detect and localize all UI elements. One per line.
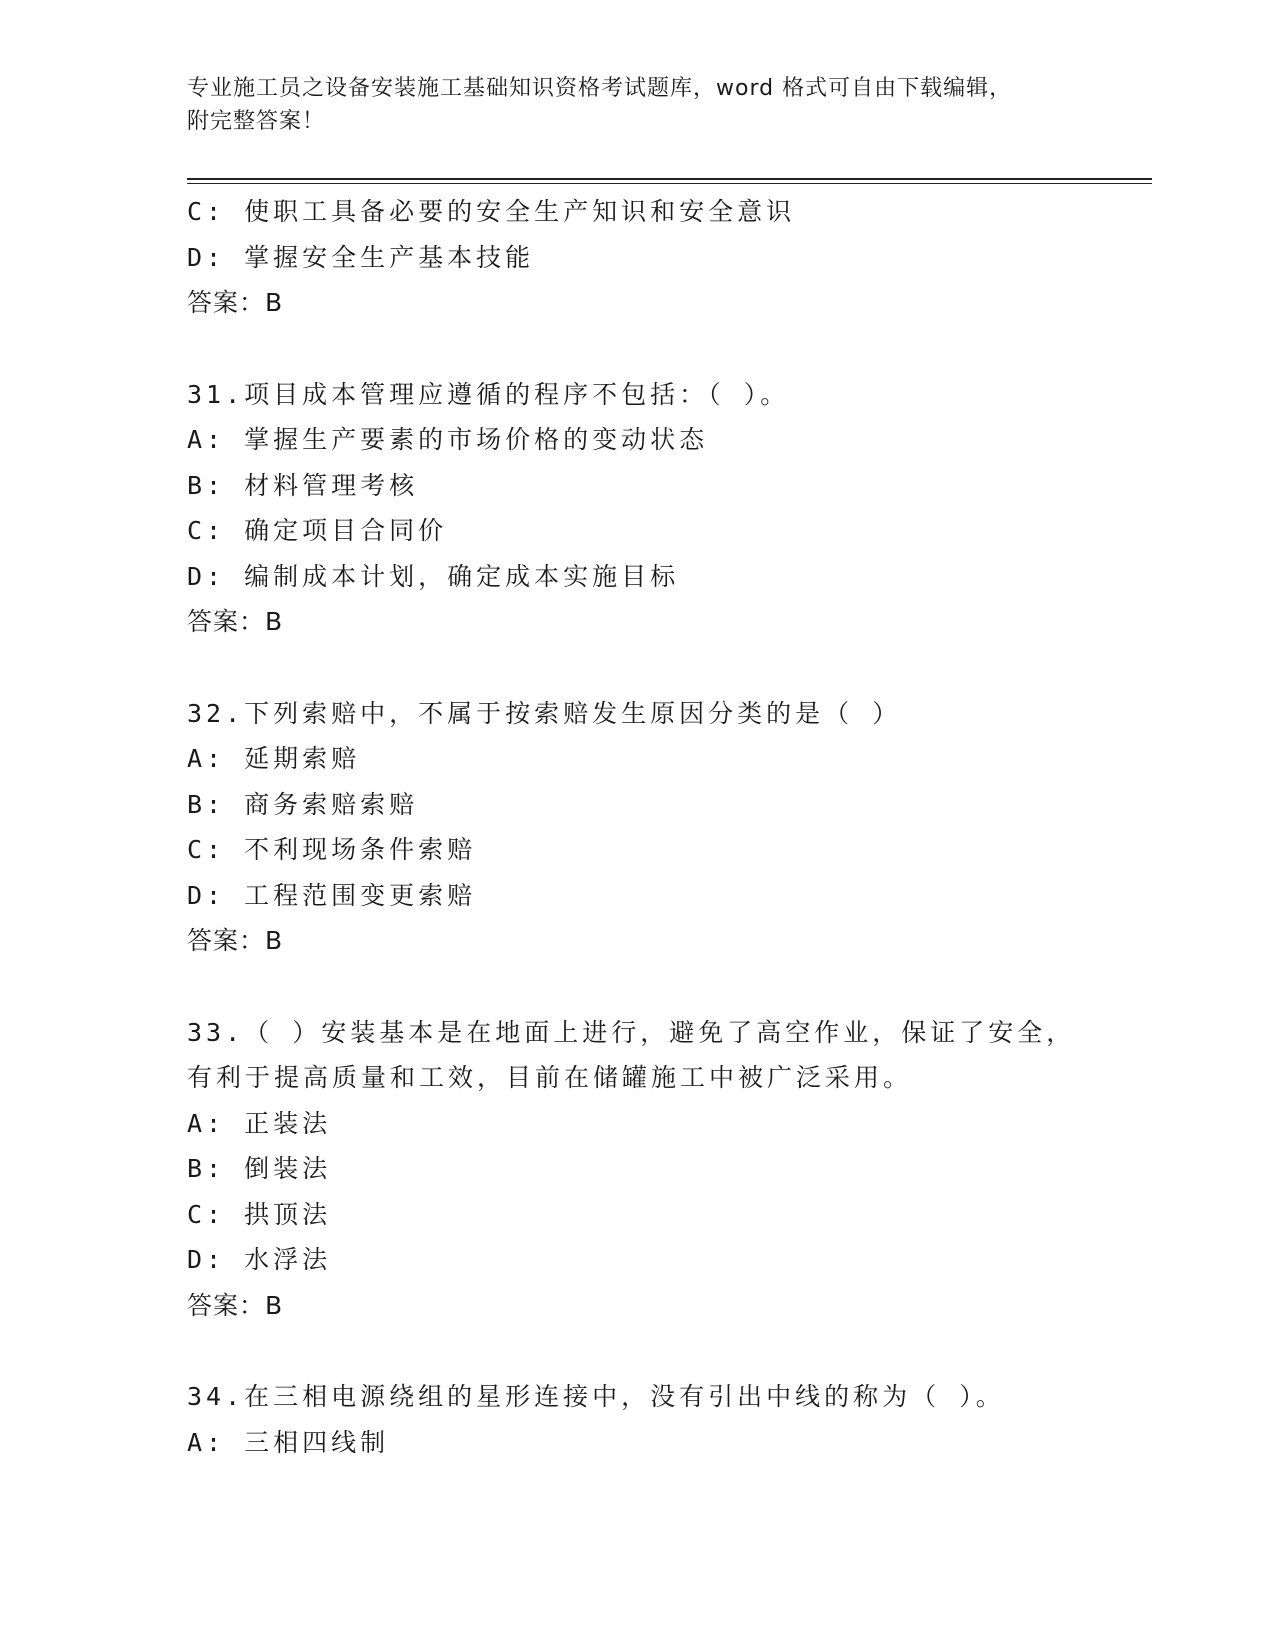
question-31 xyxy=(187,372,1127,645)
question-stem: 34.在三相电源绕组的星形连接中，没有引出中线的称为（ ）。 xyxy=(187,1382,1005,1411)
question-stem: 31.项目成本管理应遵循的程序不包括：（ ）。 xyxy=(187,379,790,409)
spacer xyxy=(187,964,1127,1010)
question-32 xyxy=(187,691,1127,964)
option-c: C: 拱顶法 xyxy=(187,1199,332,1229)
option-a: A: 正装法 xyxy=(187,1108,332,1138)
question-stem-line-1: 33.（ ）安装基本是在地面上进行，避免了高空作业，保证了安全， xyxy=(187,1017,1076,1047)
option-a: A: 三相四线制 xyxy=(187,1427,390,1457)
question-34 xyxy=(187,1374,1127,1465)
header-line-2: 附完整答案！ xyxy=(187,109,326,134)
option-d: D: 编制成本计划，确定成本实施目标 xyxy=(187,561,680,591)
option-b: B: 材料管理考核 xyxy=(187,470,419,500)
option-d: D: 工程范围变更索赔 xyxy=(187,880,477,910)
option-d: D: 掌握安全生产基本技能 xyxy=(187,242,535,272)
question-stem-line-2: 有利于提高质量和工效，目前在储罐施工中被广泛采用。 xyxy=(187,1063,913,1092)
question-30-partial xyxy=(187,189,1127,326)
header-line-1: 专业施工员之设备安装施工基础知识资格考试题库，word 格式可自由下载编辑， xyxy=(187,76,1013,101)
answer-line: 答案：B xyxy=(187,288,284,317)
spacer xyxy=(187,645,1127,691)
answer-line: 答案：B xyxy=(187,607,284,636)
option-b: B: 倒装法 xyxy=(187,1154,332,1183)
option-a: A: 掌握生产要素的市场价格的变动状态 xyxy=(187,425,709,454)
spacer xyxy=(187,1328,1127,1374)
option-c: C: 使职工具备必要的安全生产知识和安全意识 xyxy=(187,197,796,226)
spacer xyxy=(187,326,1127,372)
option-a: A: 延期索赔 xyxy=(187,744,361,773)
header-divider-thick xyxy=(187,178,1152,180)
header-divider-thin xyxy=(187,183,1152,184)
question-33 xyxy=(187,1010,1127,1329)
document-header xyxy=(187,72,1067,138)
question-stem: 32.下列索赔中，不属于按索赔发生原因分类的是（ ） xyxy=(187,698,902,728)
option-d: D: 水浮法 xyxy=(187,1245,332,1274)
question-list xyxy=(187,189,1127,1465)
option-c: C: 不利现场条件索赔 xyxy=(187,835,477,864)
option-c: C: 确定项目合同价 xyxy=(187,516,448,545)
answer-line: 答案：B xyxy=(187,926,284,955)
option-b: B: 商务索赔索赔 xyxy=(187,789,419,819)
answer-line: 答案：B xyxy=(187,1290,284,1320)
